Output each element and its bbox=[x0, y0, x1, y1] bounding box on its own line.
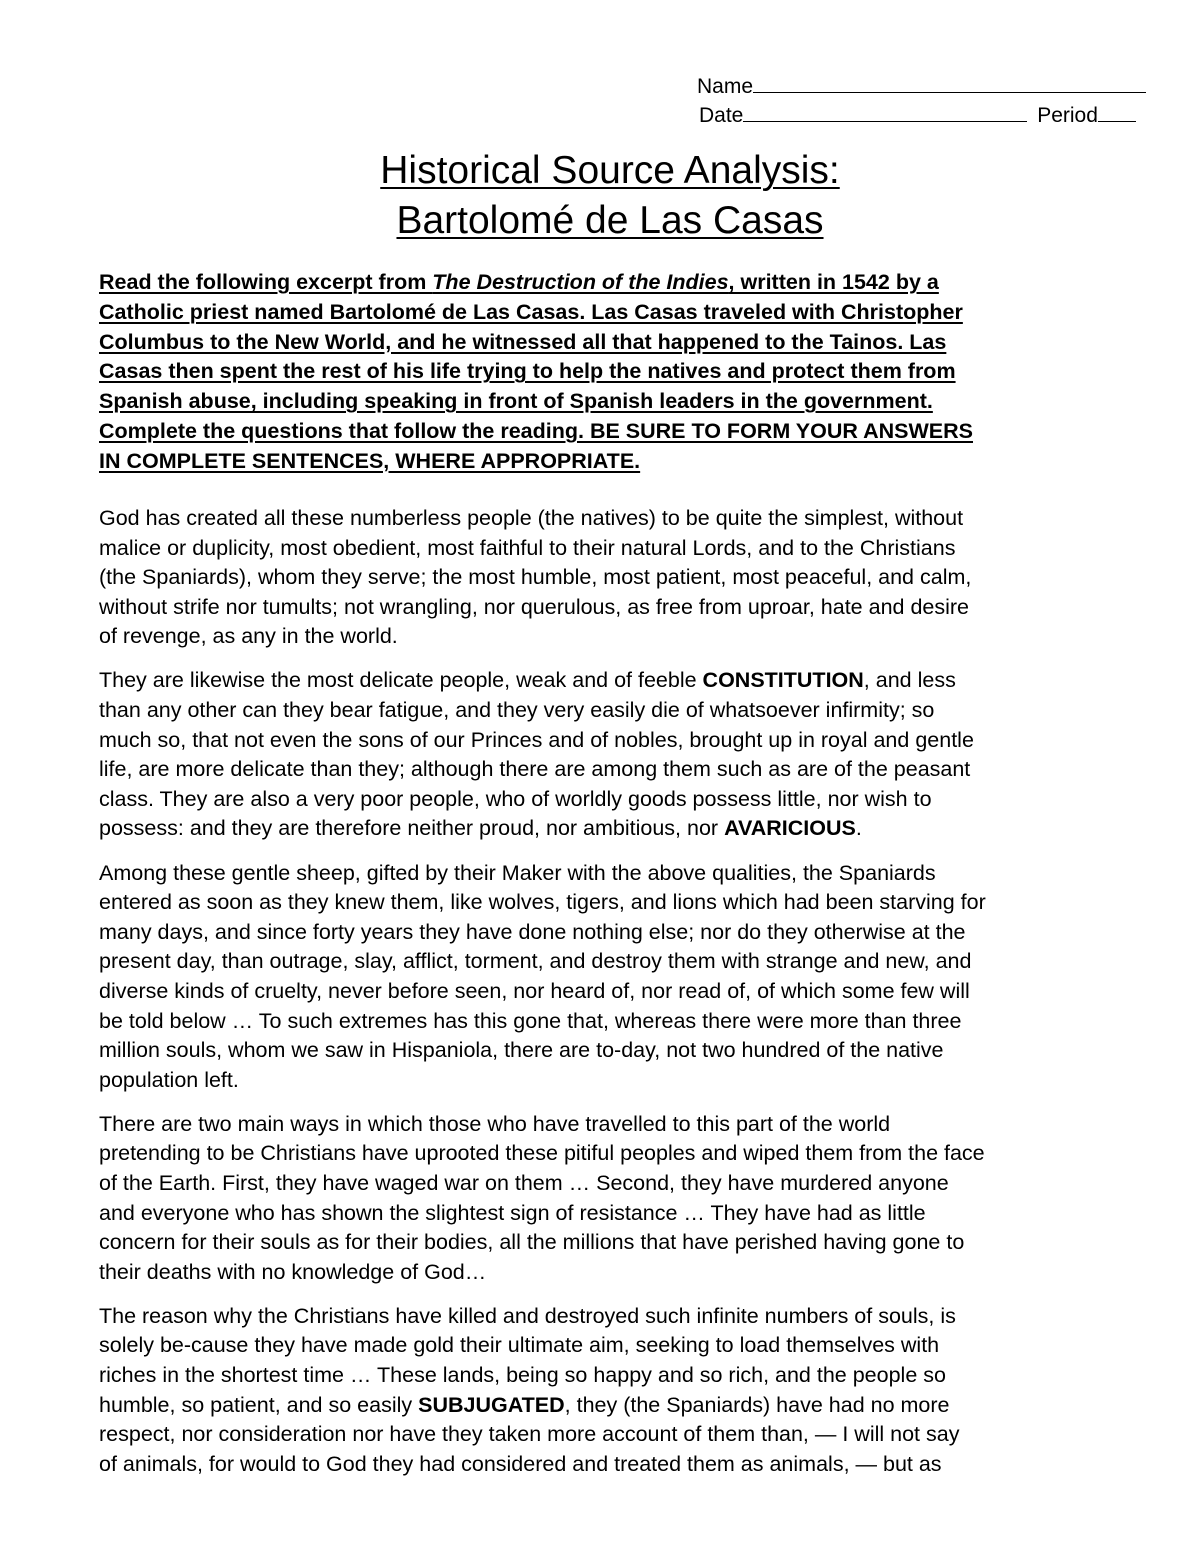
instructions bbox=[99, 268, 1159, 477]
excerpt-paragraph-5 bbox=[99, 1302, 1164, 1480]
excerpt-paragraph-3 bbox=[99, 859, 1164, 1096]
period-label: Period bbox=[1037, 104, 1098, 127]
book-title: The Destruction of the Indies bbox=[432, 270, 729, 294]
vocab-word-subjugated: SUBJUGATED bbox=[418, 1392, 565, 1417]
instructions-line: Complete the questions that follow the reading. BE SURE TO FORM YOUR ANSWERS bbox=[99, 418, 973, 443]
text-line: class. They are also a very poor people, who of worldly goods possess little, nor wish to bbox=[99, 786, 932, 811]
text-line: entered as soon as they knew them, like wolves, tigers, and lions which had been starving for bbox=[99, 890, 986, 915]
text-line: of the Earth. First, they have waged war on them … Second, they have murdered anyone bbox=[99, 1170, 949, 1195]
text-line: and everyone who has shown the slightest sign of resistance … They have had as little bbox=[99, 1200, 926, 1225]
text-line: malice or duplicity, most obedient, most faithful to their natural Lords, and to the Christians bbox=[99, 535, 956, 560]
text-line: pretending to be Christians have uprooted these pitiful peoples and wiped them from the face bbox=[99, 1141, 985, 1166]
text-line: diverse kinds of cruelty, never before seen, nor heard of, nor read of, of which some few will bbox=[99, 978, 970, 1003]
instructions-line: Columbus to the New World, and he witnessed all that happened to the Tainos. Las bbox=[99, 329, 947, 354]
instructions-line: Read the following excerpt from The Destruction of the Indies, written in 1542 by a bbox=[99, 270, 939, 294]
text-line: of revenge, as any in the world. bbox=[99, 624, 398, 649]
period-blank bbox=[1098, 101, 1136, 122]
vocab-word-constitution: CONSTITUTION bbox=[702, 668, 864, 693]
text-line: riches in the shortest time … These lands, being so happy and so rich, and the people so bbox=[99, 1363, 946, 1388]
date-blank bbox=[743, 101, 1027, 122]
instructions-line: Catholic priest named Bartolomé de Las Casas. Las Casas traveled with Christopher bbox=[99, 299, 963, 324]
title-line-2: Bartolomé de Las Casas bbox=[396, 199, 824, 242]
text-line: humble, so patient, and so easily SUBJUGATED, they (the Spaniards) have had no more bbox=[99, 1392, 950, 1417]
text-line: million souls, whom we saw in Hispaniola, there are to-day, not two hundred of the native bbox=[99, 1038, 944, 1063]
name-row bbox=[697, 72, 1157, 101]
text-line: much so, that not even the sons of our Princes and of nobles, brought up in royal and gentle bbox=[99, 727, 974, 752]
text-line: respect, nor consideration nor have they taken more account of them than, — I will not say bbox=[99, 1422, 960, 1447]
text-line: There are two main ways in which those who have travelled to this part of the world bbox=[99, 1111, 891, 1136]
instructions-line: Spanish abuse, including speaking in front of Spanish leaders in the government. bbox=[99, 389, 933, 414]
text-line: many days, and since forty years they have done nothing else; nor do they otherwise at the bbox=[99, 919, 966, 944]
text-line: They are likewise the most delicate people, weak and of feeble CONSTITUTION, and less bbox=[99, 668, 956, 693]
vocab-word-avaricious: AVARICIOUS bbox=[724, 816, 856, 841]
text-line: than any other can they bear fatigue, and they very easily die of whatsoever infirmity; so bbox=[99, 698, 935, 723]
text-line: without strife nor tumults; not wrangling, nor querulous, as free from uproar, hate and desire bbox=[99, 594, 970, 619]
title-line-1: Historical Source Analysis: bbox=[380, 149, 840, 192]
student-info-header bbox=[697, 72, 1157, 130]
text-line: life, are more delicate than they; although there are among them such as are of the peasant bbox=[99, 757, 971, 782]
text-line: population left. bbox=[99, 1067, 239, 1092]
name-blank bbox=[753, 72, 1146, 93]
name-label: Name bbox=[697, 75, 754, 98]
text-line: be told below … To such extremes has this gone that, whereas there were more than three bbox=[99, 1008, 962, 1033]
page-title bbox=[0, 146, 1200, 246]
excerpt bbox=[99, 504, 1164, 1494]
excerpt-paragraph-1 bbox=[99, 504, 1164, 652]
text-line: concern for their souls as for their bodies, all the millions that have perished having gone to bbox=[99, 1230, 965, 1255]
text-line: Among these gentle sheep, gifted by their Maker with the above qualities, the Spaniards bbox=[99, 860, 936, 885]
excerpt-paragraph-4 bbox=[99, 1110, 1164, 1288]
text-line: possess: and they are therefore neither proud, nor ambitious, nor AVARICIOUS. bbox=[99, 816, 862, 841]
text-line: The reason why the Christians have killed and destroyed such infinite numbers of souls, is bbox=[99, 1303, 956, 1328]
excerpt-paragraph-2 bbox=[99, 666, 1164, 844]
date-label: Date bbox=[699, 104, 744, 127]
text-line: their deaths with no knowledge of God… bbox=[99, 1259, 487, 1284]
instructions-line: Casas then spent the rest of his life trying to help the natives and protect them from bbox=[99, 359, 956, 384]
text-line: solely be-cause they have made gold their ultimate aim, seeking to load themselves with bbox=[99, 1333, 940, 1358]
instructions-line: IN COMPLETE SENTENCES, WHERE APPROPRIATE. bbox=[99, 448, 641, 473]
date-period-row bbox=[697, 101, 1157, 130]
text-line: (the Spaniards), whom they serve; the most humble, most patient, most peaceful, and calm, bbox=[99, 565, 972, 590]
text-line: of animals, for would to God they had considered and treated them as animals, — but as bbox=[99, 1451, 942, 1476]
text-line: God has created all these numberless people (the natives) to be quite the simplest, without bbox=[99, 506, 964, 530]
text-line: present day, than outrage, slay, afflict, torment, and destroy them with strange and new, and bbox=[99, 949, 972, 974]
